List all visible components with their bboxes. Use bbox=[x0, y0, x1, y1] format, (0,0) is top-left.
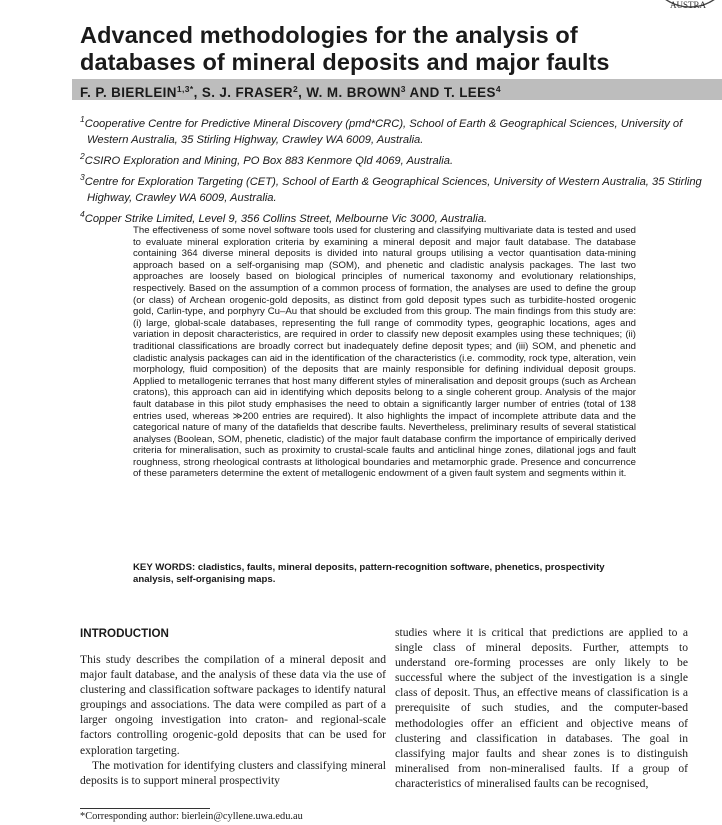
body-column-left bbox=[80, 627, 386, 788]
body-paragraph: studies where it is critical that predictions are applied to a single class of mineral deposits. Further, attempts to understand ore-forming processes are only likely to be successful where the subject of the investigation is a single class of deposit. Thus, an effective means of classification is a prerequisite of such studies, and the computer-based methodologies offer an efficient and objective means of clustering and classification in databases. The goal in classifying major faults and shear zones is to distinguish mineralised from non-mineralised faults. If a group of characteristics of mineralised faults can be recognised, bbox=[395, 626, 688, 790]
author-name: F. P. BIERLEIN bbox=[80, 85, 177, 100]
affiliation-mark: 3 bbox=[80, 172, 85, 182]
author-name: T. LEES bbox=[443, 85, 496, 100]
affiliation-mark: 2 bbox=[80, 151, 85, 161]
author-name: S. J. FRASER bbox=[201, 85, 293, 100]
author-separator: , bbox=[298, 85, 307, 100]
affiliation-text: Centre for Exploration Targeting (CET), School of Earth & Geographical Sciences, University of Western Australia, 35 Stirling Highway, Crawley WA 6009, Australia. bbox=[84, 176, 702, 204]
body-paragraph: The motivation for identifying clusters and classifying mineral deposits is to support mineral prospectivity bbox=[80, 758, 386, 787]
corresponding-author-footnote: *Corresponding author: bierlein@cyllene.uwa.edu.au bbox=[80, 811, 303, 822]
affiliations bbox=[80, 111, 710, 227]
affiliation-text: Copper Strike Limited, Level 9, 356 Collins Street, Melbourne Vic 3000, Australia. bbox=[84, 213, 488, 225]
keywords: KEY WORDS: cladistics, faults, mineral deposits, pattern-recognition software, phenetics, prospectivity analysis, self-organising maps. bbox=[133, 562, 605, 585]
affiliation bbox=[80, 206, 710, 227]
affiliation-text: CSIRO Exploration and Mining, PO Box 883 Kenmore Qld 4069, Australia. bbox=[84, 155, 454, 167]
author-mark: 1,3* bbox=[176, 84, 194, 94]
section-heading-introduction: INTRODUCTION bbox=[80, 627, 169, 640]
affiliation-text: Cooperative Centre for Predictive Mineral Discovery (pmd*CRC), School of Earth & Geographical Sciences, University of Western Australia, 35 Stirling Highway, Crawley WA 6009, Australia. bbox=[84, 118, 683, 146]
body-paragraph: This study describes the compilation of a mineral deposit and major fault database, and the analysis of these data via the use of clustering and classification software packages to identify natural groupings and associations. The data were compiled as part of a larger ongoing investigation into craton- and regional-scale factors controlling orogenic-gold deposits that can be used for exploration targeting. bbox=[80, 653, 386, 757]
author-separator: AND bbox=[405, 85, 444, 100]
abstract: The effectiveness of some novel software tools used for clustering and classifying multivariate data is tested and used to evaluate mineral exploration criteria by examining a mineral deposit and major fault database. The database containing 364 diverse mineral deposits is divided into natural groups utilising a vector quantisation data-mining approach based on a self-organising map (SOM), and phenetic and cladistic analysis packages. The last two approaches are loosely based on biological principles of numerical taxonomy and evolutionary relationships, respectively. Based on the assumption of a common process of formation, the analyses are used to define the group (or class) of Archean orogenic-gold deposits, as distinct from gold deposit types such as turbidite-hosted orogenic gold, Carlin-type, and porphyry Cu–Au that should be excluded from this group. The main findings from this study are: (i) large, global-scale databases, representing the full range of commodity types, geographic locations, ages and variation in deposit characteristics, are required in order to classify new deposit examples using these techniques; (ii) traditional classifications are broadly correct but inadequately define deposit types; and (iii) SOM, and phenetic and cladistic analysis packages can aid in the identification of the characteristics (i.e. commodity, rock type, alteration, vein morphology, fluid composition) of the deposits that are mainly responsible for defining individual deposit groups. Applied to metallogenic terranes that host many different styles of mineralisation and deposit groups (such as Archean cratons), this approach can aid in identifying which deposits belong to a single coherent group. Analysis of the major fault database in this pilot study emphasises the need to obtain a significantly larger number of entries (total of 138 entries used, whereas ≫200 entries are required). It also highlights the impact of incomplete attribute data and the categorical nature of many of the datafields that describe faults. Nevertheless, preliminary results of several statistical analyses (Boolean, SOM, phenetic, cladistic) of the major fault database confirm the importance of empirically derived criteria for mineralisation, such as proximity to crustal-scale faults and anticlinal hinge zones, dilational jogs and fault roughness, strong rheological contrasts at lithological boundaries and metamorphic grade. Presence and concurrence of these parameters determine the extent of metallogenic endowment of a given fault system and segments within it. bbox=[133, 225, 636, 480]
body-column-right bbox=[395, 625, 688, 791]
author-mark: 3 bbox=[400, 84, 406, 94]
affiliation bbox=[80, 111, 710, 148]
author-separator: , bbox=[193, 85, 202, 100]
seal-text: AUSTRA bbox=[669, 0, 707, 10]
affiliation-mark: 1 bbox=[80, 114, 85, 124]
author-line bbox=[80, 80, 720, 102]
paper-title: Advanced methodologies for the analysis of databases of mineral deposits and major faults bbox=[80, 22, 610, 75]
affiliation bbox=[80, 169, 710, 206]
author-mark: 4 bbox=[495, 84, 501, 94]
affiliation-mark: 4 bbox=[80, 209, 85, 219]
author-mark: 2 bbox=[292, 84, 299, 94]
footnote-rule bbox=[80, 808, 210, 809]
journal-seal-logo bbox=[644, 0, 722, 14]
affiliation bbox=[80, 148, 710, 169]
author-name: W. M. BROWN bbox=[306, 85, 401, 100]
